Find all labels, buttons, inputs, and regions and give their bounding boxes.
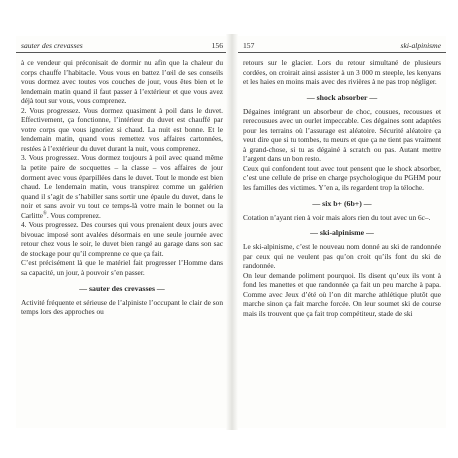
left-page: [16, 36, 228, 428]
paragraph: Activité fréquente et sérieuse de l’alpiniste l’occupant le clair de son temps lors des approches ou: [21, 297, 223, 317]
right-header-title: ski-alpinisme: [400, 41, 441, 50]
section-heading-sauter-des-crevasses: — sauter des crevasses —: [79, 283, 165, 293]
section-heading-shock-absorber: — shock absorber —: [306, 92, 378, 102]
left-page-text: [16, 58, 228, 317]
right-page: [238, 36, 446, 428]
paragraph: Ceux qui confondent tout avec tout pensent que le shock absorber, c’est une cellule de prise en charge psychologique du PGHM pour les familles des victimes. Y’en a, ils regardent trop la téloche.: [243, 163, 441, 193]
paragraph: 2. Vous progressez. Vous dormez quasiment à poil dans le duvet. Effectivement, ça fonctionne, l’intérieur du duvet est chauffé par votre corps que vous ignoriez si chaud. La nuit est bonne. Et le lendemain matin, quand vous remettez vos affaires cartonnées, restées à l’extérieur du duvet durant la nuit, vous comprenez.: [21, 105, 223, 153]
right-page-text: [238, 58, 446, 318]
paragraph: Cotation n’ayant rien à voir mais alors rien du tout avec un 6c–.: [243, 212, 431, 222]
paragraph: retours sur le glacier. Lors du retour simultané de plusieurs cordées, on croirait ainsi assister à un 3 000 m steeple, les kenyans et les haies en moins mais avec des rivières à ne pas trop négliger.: [243, 58, 441, 87]
paragraph: On leur demande poliment pourquoi. Ils disent qu’eux ils vont à fond les manettes et que randonnée ça fait un peu marche à papa. Comme avec Jeux d’été où l’on dit marche athlétique plutôt que marche sinon ça fait marche forcée. On leur soumet ski de course mais ils trouvent que ça fait trop compétiteur, stade de ski: [243, 270, 441, 318]
paragraph: C’est précisément là que le matériel fait progresser l’Homme dans sa capacité, un jour, à pouvoir s’en passer.: [21, 258, 223, 278]
right-running-head: [238, 36, 446, 53]
left-header-title: sauter des crevasses: [21, 41, 83, 50]
section-heading-ski-alpinisme: — ski-alpinisme —: [310, 228, 374, 238]
right-page-number: 157: [243, 41, 255, 50]
paragraph: à ce vendeur qui préconisait de dormir nu afin que la chaleur du corps chauffe l’habitacle. Vous vous en battez l’œil de ses conseils vous dormez avec toutes vos couches de jour, vous êtes bien et le lendemain matin quand il faut passer à l’extérieur et que vous avez déjà tout sur vous, vous comprenez.: [21, 58, 223, 106]
paragraph: [21, 153, 223, 220]
paragraph: Le ski-alpinisme, c’est le nouveau nom donné au ski de randonnée par ceux qui ne veulent pas qu’on croit qu’ils font du ski de randonnée.: [243, 242, 441, 271]
paragraph-text: 3. Vous progressez. Vous dormez toujours à poil avec quand même la petite paire de socquettes – la classe – vos affaires de jour dorment avec vous éparpillées dans le duvet. Tout le monde est bien chaud. Le lendemain matin, vous transpirez comme un galérien quand il s’agit de s’habiller sans sortir une épaule du duvet, dans le noir et sans avoir vu tout ce temps-là votre main le bonnet ou la Carlitte: [21, 153, 223, 220]
section-heading-six-b-plus: — six b+ (6b+) —: [312, 198, 372, 208]
paragraph: Dégaines intégrant un absorbeur de choc, cousues, recousues et rerecousues avec un ourlet impeccable. Ces dégaines sont adaptées pour les terrains où l’assurage est aléatoire. Sécurité aléatoire ça veut dire que si tu tombes, tu meurs et que ça ne tient pas vraiment à grand-chose, si tu as dégainé à scratch ou pas. Autant mettre l’argent dans un bon resto.: [243, 106, 441, 164]
left-page-number: 156: [211, 41, 223, 50]
paragraph: 4. Vous progressez. Des courses qui vous prenaient deux jours avec bivouac imposé sont avalées désormais en une seule journée avec retour chez vous le soir, le duvet bien rangé au garage dans son sac de stockage pour qu’il comprenne ce que ça fait.: [21, 220, 223, 258]
left-running-head: [16, 36, 228, 53]
paragraph-text: . Vous comprenez.: [46, 210, 101, 220]
trademark-symbol: ®: [43, 211, 47, 217]
book-gutter: [226, 34, 238, 430]
